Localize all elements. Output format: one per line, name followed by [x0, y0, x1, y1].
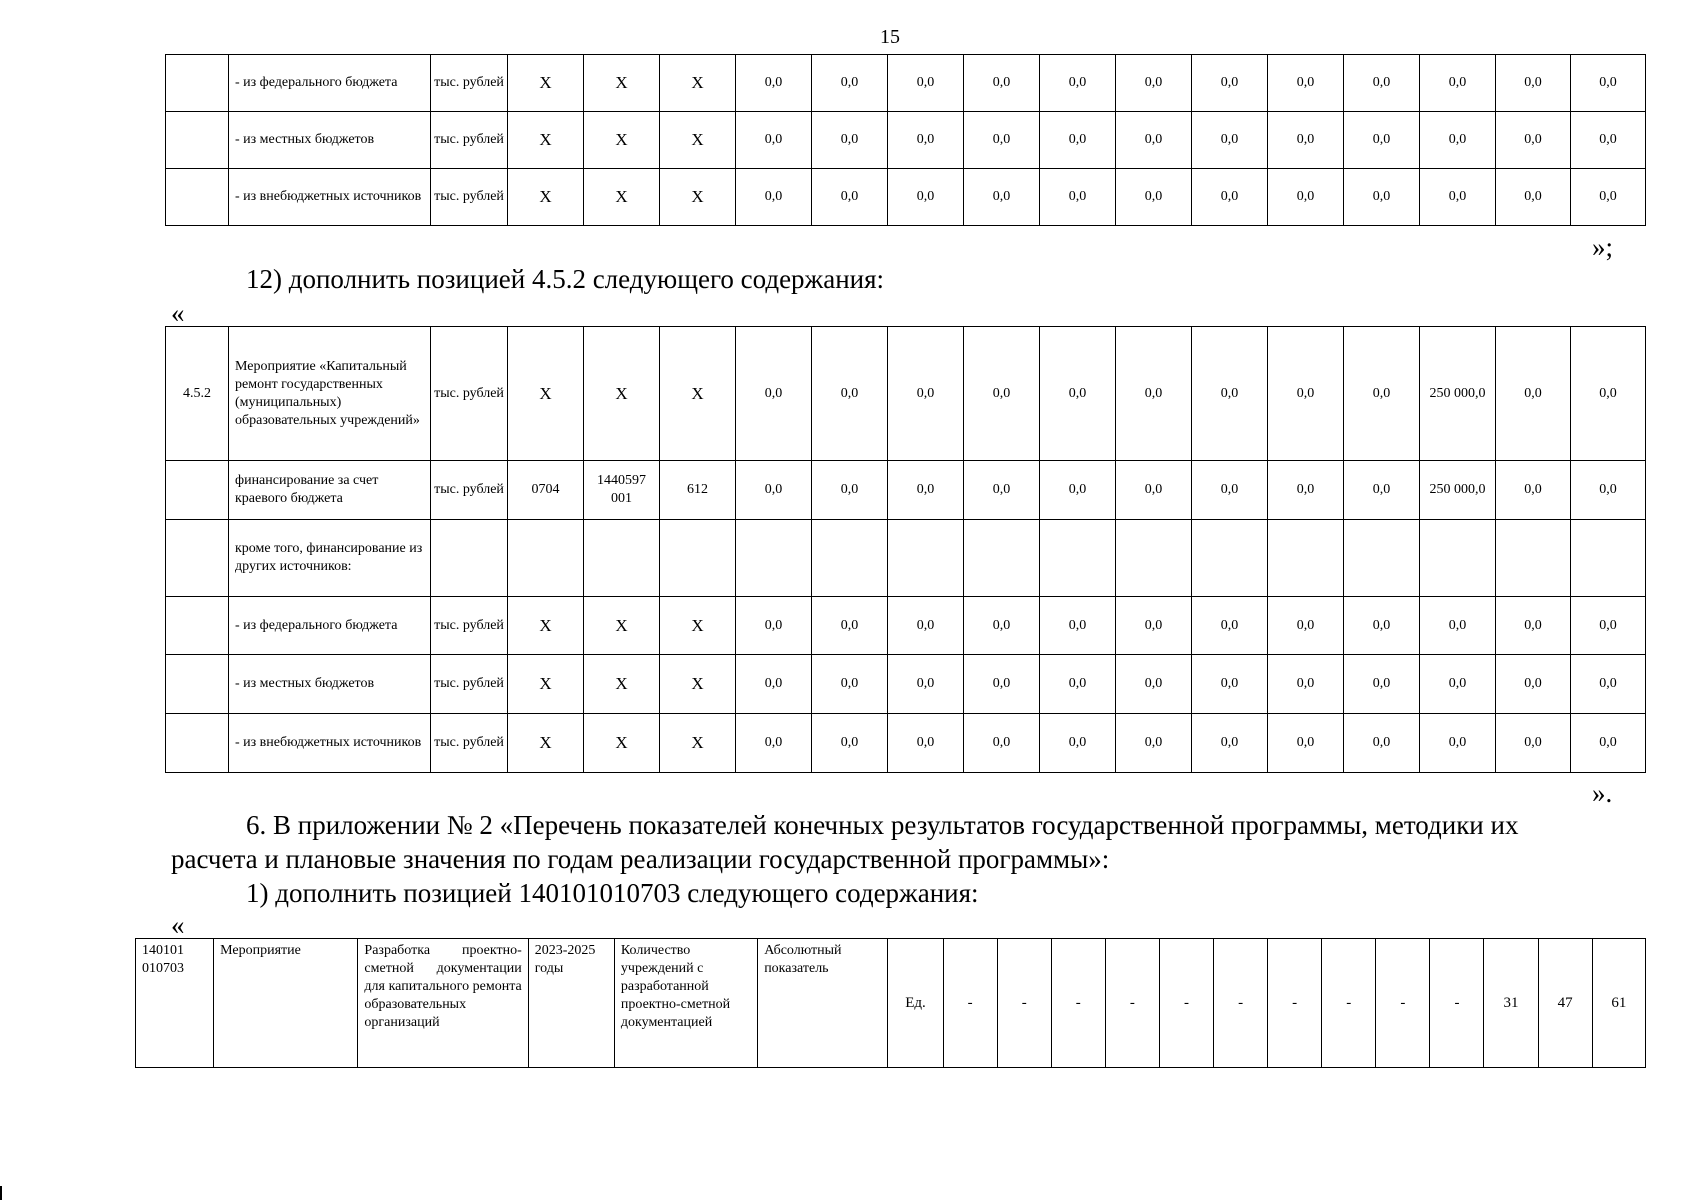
value-cell: 0,0 [812, 597, 888, 655]
indicator-value: - [1214, 939, 1268, 1068]
position-number [166, 169, 229, 226]
budget-code-cell: Х [660, 112, 736, 169]
value-cell [964, 520, 1040, 597]
unit-cell [431, 520, 508, 597]
row-description: - из федерального бюджета [229, 597, 431, 655]
unit-cell: тыс. рублей [431, 112, 508, 169]
budget-code-cell: 612 [660, 461, 736, 520]
value-cell: 0,0 [1496, 327, 1571, 461]
indicator-value: - [1159, 939, 1213, 1068]
indicator-value: - [1268, 939, 1322, 1068]
budget-code-cell: 0704 [508, 461, 584, 520]
unit-cell: тыс. рублей [431, 461, 508, 520]
value-cell: 0,0 [1420, 112, 1496, 169]
indicator-value: - [1376, 939, 1430, 1068]
table-row [166, 112, 1646, 169]
budget-code-cell: Х [660, 327, 736, 461]
budget-code-cell: Х [660, 55, 736, 112]
row-description: кроме того, финансирование из других источников: [229, 520, 431, 597]
value-cell: 0,0 [1268, 597, 1344, 655]
value-cell: 0,0 [964, 112, 1040, 169]
value-cell: 0,0 [1040, 714, 1116, 773]
value-cell: 0,0 [736, 597, 812, 655]
budget-code-cell [660, 520, 736, 597]
value-cell: 0,0 [888, 655, 964, 714]
value-cell: 0,0 [1040, 597, 1116, 655]
value-cell [1420, 520, 1496, 597]
indicator-type: Мероприятие [214, 939, 358, 1068]
value-cell: 0,0 [888, 714, 964, 773]
indicator-kind: Абсолютный показатель [758, 939, 888, 1068]
value-cell: 0,0 [1344, 169, 1420, 226]
value-cell [736, 520, 812, 597]
value-cell: 0,0 [812, 55, 888, 112]
page-number: 15 [880, 26, 900, 48]
unit-cell: тыс. рублей [431, 714, 508, 773]
value-cell: 0,0 [1040, 55, 1116, 112]
value-cell: 250 000,0 [1420, 461, 1496, 520]
indicator-unit: Ед. [888, 939, 943, 1068]
value-cell: 0,0 [964, 327, 1040, 461]
value-cell: 0,0 [1571, 461, 1646, 520]
value-cell: 0,0 [1344, 327, 1420, 461]
value-cell: 0,0 [1420, 655, 1496, 714]
value-cell: 0,0 [1268, 714, 1344, 773]
value-cell: 0,0 [1344, 714, 1420, 773]
value-cell [888, 520, 964, 597]
budget-code-cell: Х [660, 597, 736, 655]
value-cell: 0,0 [1344, 55, 1420, 112]
value-cell: 0,0 [1496, 112, 1571, 169]
funding-table-top [165, 54, 1646, 226]
indicator-value: - [1430, 939, 1484, 1068]
value-cell: 0,0 [1192, 327, 1268, 461]
value-cell [1571, 520, 1646, 597]
budget-code-cell: 1440597 001 [584, 461, 660, 520]
indicator-code: 140101 010703 [136, 939, 214, 1068]
closing-quote: ». [1592, 778, 1613, 808]
value-cell: 0,0 [1116, 169, 1192, 226]
value-cell: 0,0 [1268, 461, 1344, 520]
indicator-value: - [997, 939, 1051, 1068]
value-cell: 0,0 [1420, 714, 1496, 773]
value-cell: 0,0 [1040, 655, 1116, 714]
value-cell [1116, 520, 1192, 597]
value-cell: 0,0 [1420, 597, 1496, 655]
indicator-value: - [1322, 939, 1376, 1068]
value-cell: 0,0 [1268, 55, 1344, 112]
scan-edge-mark [0, 1186, 2, 1200]
value-cell: 0,0 [1496, 55, 1571, 112]
value-cell [1344, 520, 1420, 597]
budget-code-cell: Х [508, 55, 584, 112]
value-cell: 0,0 [736, 714, 812, 773]
table-row [166, 597, 1646, 655]
table-row [166, 520, 1646, 597]
value-cell: 0,0 [1344, 112, 1420, 169]
value-cell: 0,0 [1496, 169, 1571, 226]
indicator-period: 2023-2025 годы [528, 939, 614, 1068]
value-cell: 0,0 [812, 461, 888, 520]
value-cell: 0,0 [1040, 112, 1116, 169]
value-cell: 0,0 [736, 461, 812, 520]
value-cell: 0,0 [964, 714, 1040, 773]
unit-cell: тыс. рублей [431, 169, 508, 226]
value-cell: 0,0 [1344, 655, 1420, 714]
budget-code-cell: Х [584, 169, 660, 226]
position-number [166, 714, 229, 773]
value-cell: 0,0 [1571, 327, 1646, 461]
value-cell: 0,0 [736, 55, 812, 112]
budget-code-cell: Х [660, 655, 736, 714]
value-cell: 0,0 [964, 597, 1040, 655]
value-cell: 0,0 [1571, 714, 1646, 773]
value-cell [1040, 520, 1116, 597]
value-cell: 0,0 [1571, 655, 1646, 714]
row-description: - из федерального бюджета [229, 55, 431, 112]
indicator-description: Количество учреждений с разработанной проектно-сметной документацией [614, 939, 757, 1068]
indicator-name: Разработка проектно-сметной документации для капитального ремонта образовательных организаций [358, 939, 528, 1068]
value-cell: 0,0 [1192, 714, 1268, 773]
value-cell: 0,0 [1192, 655, 1268, 714]
indicator-value: - [1105, 939, 1159, 1068]
value-cell: 0,0 [964, 461, 1040, 520]
budget-code-cell: Х [508, 327, 584, 461]
budget-code-cell: Х [508, 655, 584, 714]
value-cell: 0,0 [964, 55, 1040, 112]
value-cell: 0,0 [1040, 327, 1116, 461]
value-cell: 0,0 [1116, 714, 1192, 773]
value-cell: 0,0 [888, 55, 964, 112]
unit-cell: тыс. рублей [431, 597, 508, 655]
unit-cell: тыс. рублей [431, 55, 508, 112]
value-cell: 0,0 [1268, 655, 1344, 714]
budget-code-cell: Х [660, 714, 736, 773]
value-cell: 0,0 [812, 169, 888, 226]
budget-code-cell: Х [584, 714, 660, 773]
value-cell: 0,0 [1496, 597, 1571, 655]
row-description: финансирование за счет краевого бюджета [229, 461, 431, 520]
row-description: - из внебюджетных источников [229, 169, 431, 226]
row-description: - из внебюджетных источников [229, 714, 431, 773]
indicator-table [135, 938, 1646, 1068]
value-cell: 0,0 [736, 169, 812, 226]
unit-cell: тыс. рублей [431, 327, 508, 461]
value-cell: 0,0 [812, 112, 888, 169]
row-description: Мероприятие «Капитальный ремонт государственных (муниципальных) образовательных учреждений» [229, 327, 431, 461]
value-cell: 0,0 [1496, 461, 1571, 520]
funding-table-4-5-2 [165, 326, 1646, 773]
value-cell: 0,0 [1116, 655, 1192, 714]
value-cell: 0,0 [1116, 597, 1192, 655]
value-cell: 0,0 [888, 461, 964, 520]
item-12-heading: 12) дополнить позицией 4.5.2 следующего содержания: [246, 264, 885, 294]
opening-quote: « [171, 910, 185, 940]
budget-code-cell: Х [584, 655, 660, 714]
section-6-line-2: расчета и плановые значения по годам реализации государственной программы»: [171, 844, 1110, 874]
table-row [166, 655, 1646, 714]
closing-quote: »; [1592, 232, 1614, 262]
value-cell: 0,0 [964, 169, 1040, 226]
value-cell: 0,0 [1344, 597, 1420, 655]
value-cell [1192, 520, 1268, 597]
budget-code-cell: Х [584, 112, 660, 169]
value-cell: 0,0 [1116, 327, 1192, 461]
position-number: 4.5.2 [166, 327, 229, 461]
table-row [166, 169, 1646, 226]
indicator-value: - [1051, 939, 1105, 1068]
table-row [166, 714, 1646, 773]
row-description: - из местных бюджетов [229, 112, 431, 169]
value-cell: 0,0 [888, 597, 964, 655]
value-cell: 0,0 [964, 655, 1040, 714]
value-cell: 0,0 [1116, 112, 1192, 169]
budget-code-cell: Х [660, 169, 736, 226]
budget-code-cell: Х [584, 55, 660, 112]
table-row [166, 461, 1646, 520]
value-cell: 0,0 [1268, 327, 1344, 461]
position-number [166, 112, 229, 169]
value-cell: 0,0 [1268, 169, 1344, 226]
table-row [166, 55, 1646, 112]
position-number [166, 597, 229, 655]
item-1-heading: 1) дополнить позицией 140101010703 следующего содержания: [246, 878, 979, 908]
row-description: - из местных бюджетов [229, 655, 431, 714]
value-cell: 0,0 [888, 112, 964, 169]
position-number [166, 55, 229, 112]
value-cell: 0,0 [812, 714, 888, 773]
value-cell: 0,0 [1040, 169, 1116, 226]
value-cell: 0,0 [1040, 461, 1116, 520]
value-cell: 0,0 [1192, 112, 1268, 169]
value-cell: 0,0 [1268, 112, 1344, 169]
budget-code-cell: Х [508, 112, 584, 169]
value-cell: 0,0 [1496, 655, 1571, 714]
value-cell: 250 000,0 [1420, 327, 1496, 461]
position-number [166, 520, 229, 597]
opening-quote: « [171, 298, 185, 328]
value-cell: 0,0 [888, 169, 964, 226]
section-6-line-1: 6. В приложении № 2 «Перечень показателей конечных результатов государственной программы, методики их [246, 810, 1519, 840]
value-cell [1268, 520, 1344, 597]
value-cell: 0,0 [736, 112, 812, 169]
indicator-value: 47 [1538, 939, 1592, 1068]
value-cell: 0,0 [1344, 461, 1420, 520]
indicator-value: 61 [1592, 939, 1645, 1068]
value-cell: 0,0 [736, 655, 812, 714]
budget-code-cell [584, 520, 660, 597]
value-cell: 0,0 [1420, 55, 1496, 112]
indicator-value: 31 [1484, 939, 1538, 1068]
value-cell: 0,0 [1192, 169, 1268, 226]
value-cell: 0,0 [1192, 461, 1268, 520]
position-number [166, 461, 229, 520]
value-cell: 0,0 [812, 327, 888, 461]
value-cell: 0,0 [812, 655, 888, 714]
value-cell: 0,0 [1192, 597, 1268, 655]
value-cell [1496, 520, 1571, 597]
unit-cell: тыс. рублей [431, 655, 508, 714]
indicator-value: - [943, 939, 997, 1068]
budget-code-cell [508, 520, 584, 597]
value-cell [812, 520, 888, 597]
position-number [166, 655, 229, 714]
value-cell: 0,0 [1192, 55, 1268, 112]
budget-code-cell: Х [508, 597, 584, 655]
budget-code-cell: Х [508, 169, 584, 226]
budget-code-cell: Х [584, 597, 660, 655]
value-cell: 0,0 [1420, 169, 1496, 226]
budget-code-cell: Х [584, 327, 660, 461]
value-cell: 0,0 [1571, 597, 1646, 655]
budget-code-cell: Х [508, 714, 584, 773]
value-cell: 0,0 [1496, 714, 1571, 773]
value-cell: 0,0 [736, 327, 812, 461]
value-cell: 0,0 [1571, 55, 1646, 112]
value-cell: 0,0 [1116, 461, 1192, 520]
value-cell: 0,0 [1116, 55, 1192, 112]
value-cell: 0,0 [1571, 169, 1646, 226]
value-cell: 0,0 [1571, 112, 1646, 169]
value-cell: 0,0 [888, 327, 964, 461]
table-row [166, 327, 1646, 461]
